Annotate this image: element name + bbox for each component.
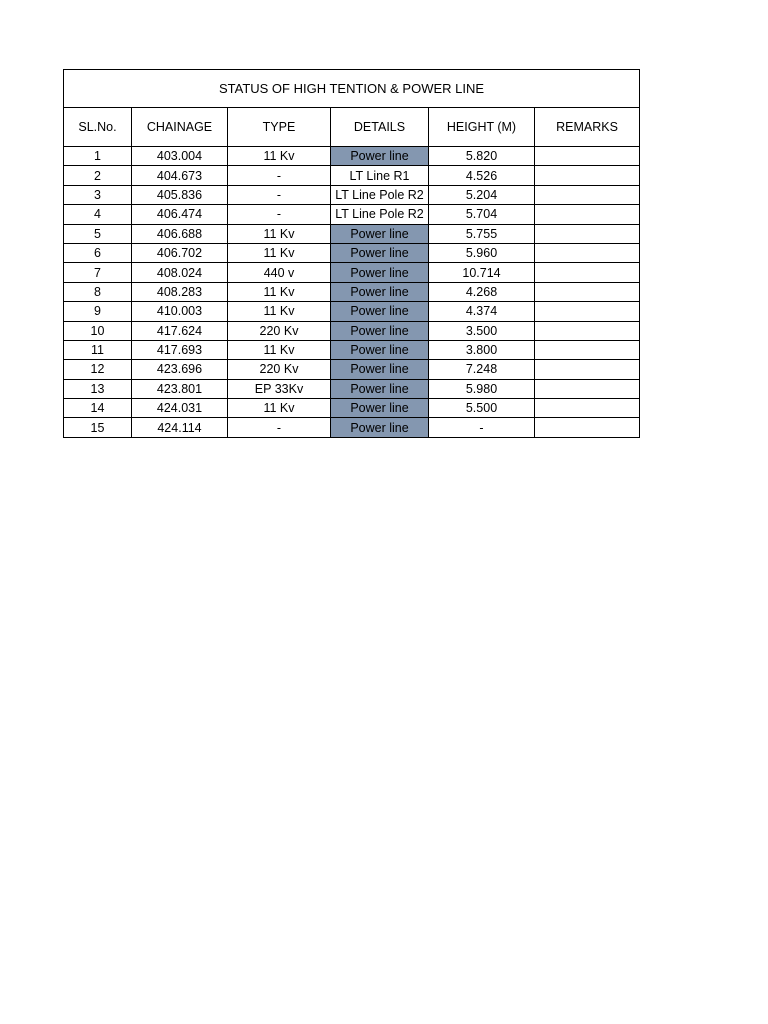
cell-sl-no: 13: [64, 379, 132, 398]
cell-type: -: [228, 166, 331, 185]
cell-remarks: [535, 379, 640, 398]
table-row: [64, 302, 640, 321]
cell-sl-no: 2: [64, 166, 132, 185]
cell-type: EP 33Kv: [228, 379, 331, 398]
cell-type: 11 Kv: [228, 399, 331, 418]
column-header-height: HEIGHT (M): [429, 108, 535, 147]
cell-height: 4.526: [429, 166, 535, 185]
cell-remarks: [535, 360, 640, 379]
cell-details: Power line: [331, 360, 429, 379]
cell-remarks: [535, 340, 640, 359]
column-header-remarks: REMARKS: [535, 108, 640, 147]
cell-sl-no: 7: [64, 263, 132, 282]
table-row: [64, 379, 640, 398]
cell-chainage: 408.283: [132, 282, 228, 301]
table-body: [64, 147, 640, 438]
table-row: [64, 205, 640, 224]
table-row: [64, 282, 640, 301]
cell-remarks: [535, 166, 640, 185]
cell-remarks: [535, 399, 640, 418]
cell-chainage: 417.693: [132, 340, 228, 359]
cell-height: 4.374: [429, 302, 535, 321]
status-table: [63, 69, 640, 438]
cell-height: 5.820: [429, 147, 535, 166]
table-row: [64, 399, 640, 418]
table-row: [64, 185, 640, 204]
table-row: [64, 224, 640, 243]
cell-sl-no: 6: [64, 243, 132, 262]
cell-type: 11 Kv: [228, 302, 331, 321]
table-title-row: [64, 70, 640, 108]
cell-chainage: 406.688: [132, 224, 228, 243]
cell-details: Power line: [331, 243, 429, 262]
cell-chainage: 408.024: [132, 263, 228, 282]
cell-details: Power line: [331, 282, 429, 301]
table-row: [64, 263, 640, 282]
cell-remarks: [535, 243, 640, 262]
cell-chainage: 424.114: [132, 418, 228, 437]
cell-height: 5.204: [429, 185, 535, 204]
table-title: STATUS OF HIGH TENTION & POWER LINE: [64, 70, 640, 108]
cell-remarks: [535, 263, 640, 282]
cell-chainage: 406.702: [132, 243, 228, 262]
table-row: [64, 166, 640, 185]
cell-details: LT Line Pole R2: [331, 205, 429, 224]
column-header-chainage: CHAINAGE: [132, 108, 228, 147]
table-row: [64, 321, 640, 340]
cell-remarks: [535, 282, 640, 301]
cell-type: -: [228, 185, 331, 204]
cell-details: Power line: [331, 379, 429, 398]
cell-height: 3.800: [429, 340, 535, 359]
cell-details: Power line: [331, 418, 429, 437]
cell-remarks: [535, 205, 640, 224]
cell-chainage: 405.836: [132, 185, 228, 204]
cell-chainage: 410.003: [132, 302, 228, 321]
column-header-details: DETAILS: [331, 108, 429, 147]
cell-chainage: 403.004: [132, 147, 228, 166]
column-header-type: TYPE: [228, 108, 331, 147]
cell-chainage: 404.673: [132, 166, 228, 185]
cell-remarks: [535, 147, 640, 166]
column-header-sl-no: SL.No.: [64, 108, 132, 147]
cell-type: 11 Kv: [228, 243, 331, 262]
cell-height: 5.500: [429, 399, 535, 418]
cell-sl-no: 4: [64, 205, 132, 224]
status-sheet: [63, 69, 639, 438]
cell-details: Power line: [331, 147, 429, 166]
cell-height: 7.248: [429, 360, 535, 379]
table-row: [64, 147, 640, 166]
cell-sl-no: 15: [64, 418, 132, 437]
cell-type: -: [228, 418, 331, 437]
cell-chainage: 417.624: [132, 321, 228, 340]
cell-chainage: 423.696: [132, 360, 228, 379]
cell-height: 10.714: [429, 263, 535, 282]
cell-details: Power line: [331, 224, 429, 243]
cell-height: 5.980: [429, 379, 535, 398]
cell-remarks: [535, 185, 640, 204]
cell-height: -: [429, 418, 535, 437]
cell-details: Power line: [331, 302, 429, 321]
cell-sl-no: 11: [64, 340, 132, 359]
cell-sl-no: 8: [64, 282, 132, 301]
cell-height: 5.960: [429, 243, 535, 262]
cell-chainage: 424.031: [132, 399, 228, 418]
cell-details: LT Line R1: [331, 166, 429, 185]
cell-type: 220 Kv: [228, 321, 331, 340]
cell-height: 5.755: [429, 224, 535, 243]
cell-height: 4.268: [429, 282, 535, 301]
cell-height: 3.500: [429, 321, 535, 340]
cell-sl-no: 1: [64, 147, 132, 166]
cell-type: 11 Kv: [228, 147, 331, 166]
table-header-row: [64, 108, 640, 147]
cell-height: 5.704: [429, 205, 535, 224]
cell-remarks: [535, 224, 640, 243]
cell-chainage: 423.801: [132, 379, 228, 398]
cell-chainage: 406.474: [132, 205, 228, 224]
cell-remarks: [535, 302, 640, 321]
cell-sl-no: 9: [64, 302, 132, 321]
cell-type: 11 Kv: [228, 224, 331, 243]
cell-details: Power line: [331, 340, 429, 359]
cell-details: Power line: [331, 263, 429, 282]
cell-sl-no: 5: [64, 224, 132, 243]
cell-details: Power line: [331, 399, 429, 418]
table-row: [64, 340, 640, 359]
table-row: [64, 243, 640, 262]
cell-remarks: [535, 321, 640, 340]
cell-type: -: [228, 205, 331, 224]
cell-type: 11 Kv: [228, 340, 331, 359]
table-row: [64, 360, 640, 379]
cell-sl-no: 12: [64, 360, 132, 379]
table-row: [64, 418, 640, 437]
cell-sl-no: 3: [64, 185, 132, 204]
cell-remarks: [535, 418, 640, 437]
cell-details: Power line: [331, 321, 429, 340]
cell-type: 11 Kv: [228, 282, 331, 301]
cell-sl-no: 14: [64, 399, 132, 418]
cell-details: LT Line Pole R2: [331, 185, 429, 204]
cell-type: 220 Kv: [228, 360, 331, 379]
cell-type: 440 v: [228, 263, 331, 282]
cell-sl-no: 10: [64, 321, 132, 340]
